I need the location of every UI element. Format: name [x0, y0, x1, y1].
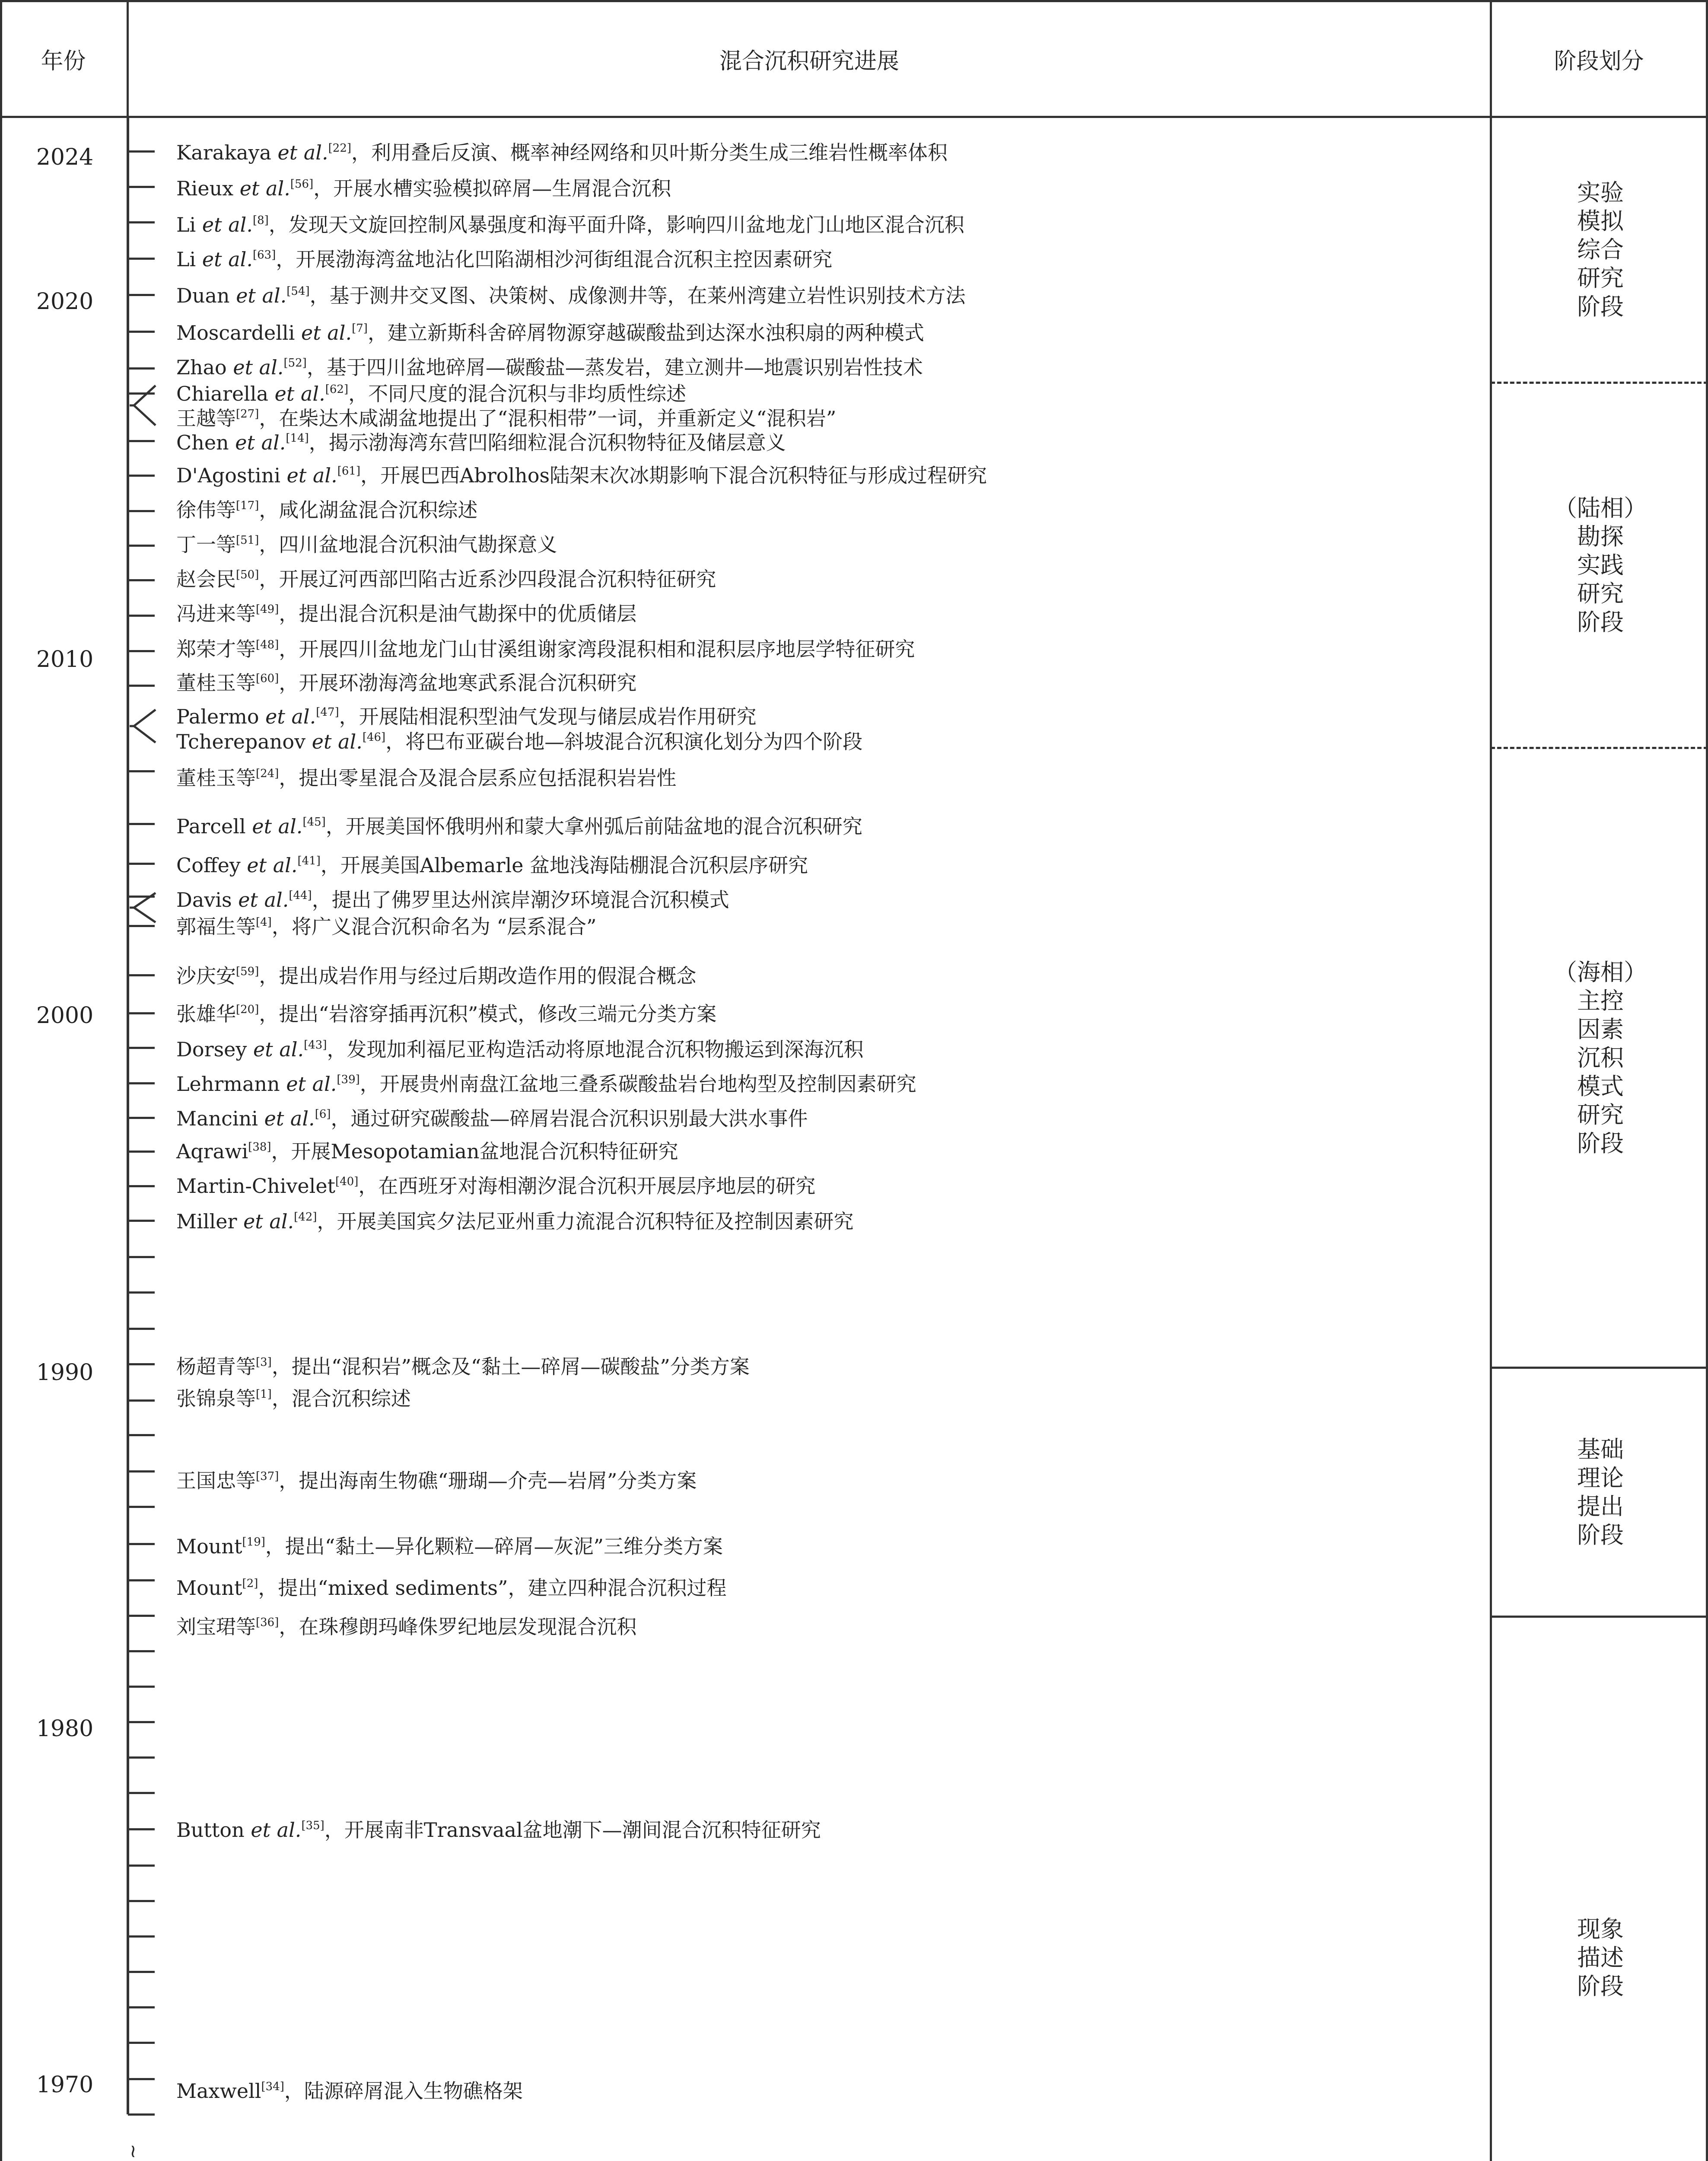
event-item — [176, 532, 557, 557]
event-item — [176, 321, 924, 345]
event-description: ，提出“混积岩”概念及“黏土—碎屑—碳酸盐”分类方案 — [271, 1355, 750, 1378]
event-etal: et al. — [238, 888, 289, 912]
event-description: ，在西班牙对海相潮汐混合沉积开展层序地层的研究 — [358, 1174, 816, 1198]
event-item — [176, 2079, 523, 2103]
event-item — [176, 730, 862, 754]
axis-brace — [130, 892, 160, 923]
event-item — [176, 888, 729, 912]
event-item — [176, 355, 923, 379]
event-description: ，不同尺度的混合沉积与非均质性综述 — [348, 382, 687, 405]
event-item — [176, 1209, 854, 1233]
stage-label-line: 阶段 — [1577, 1129, 1624, 1157]
event-author: Miller — [176, 1210, 244, 1233]
event-author: Davis — [176, 888, 239, 912]
event-author: 郑荣才等 — [176, 637, 256, 661]
year-label: 2020 — [36, 289, 94, 315]
event-reference: [35] — [301, 1819, 324, 1832]
event-etal: et al. — [236, 284, 287, 307]
event-etal: et al. — [239, 177, 290, 200]
stage-label — [1493, 1618, 1708, 2161]
event-etal: et al. — [286, 464, 337, 487]
axis-tick — [128, 440, 155, 442]
event-author: Karakaya — [176, 141, 278, 164]
event-etal: et al. — [243, 1210, 294, 1233]
axis-tick — [128, 1865, 155, 1867]
event-description: ，揭示渤海湾东营凹陷细粒混合沉积物特征及储层意义 — [309, 431, 786, 454]
event-etal: et al. — [251, 1818, 302, 1842]
event-reference: [40] — [335, 1175, 359, 1188]
event-item — [176, 853, 808, 877]
event-etal: et al. — [252, 815, 303, 838]
event-description: ，基于四川盆地碎屑—碳酸盐—蒸发岩，建立测井—地震识别岩性技术 — [306, 356, 923, 379]
event-description: ，通过研究碳酸盐—碎屑岩混合沉积识别最大洪水事件 — [331, 1107, 808, 1130]
year-label: 2024 — [36, 144, 94, 170]
event-reference: [36] — [256, 1616, 279, 1629]
axis-tick — [128, 1256, 155, 1258]
event-etal: et al. — [235, 431, 286, 454]
axis-tick — [128, 1434, 155, 1436]
event-reference: [14] — [286, 432, 309, 445]
event-reference: [61] — [337, 465, 361, 478]
event-author: Palermo — [176, 705, 266, 728]
event-reference: [4] — [256, 916, 272, 929]
event-reference: [51] — [236, 534, 259, 547]
event-description: ，四川盆地混合沉积油气勘探意义 — [259, 533, 557, 556]
event-item — [176, 498, 477, 522]
stage-label-line: 主控 — [1577, 987, 1624, 1014]
event-description: ，将广义混合沉积命名为 “层系混合” — [271, 915, 597, 938]
event-author: Lehrmann — [176, 1072, 286, 1096]
event-author: 冯进来等 — [176, 602, 256, 625]
event-reference: [54] — [286, 285, 310, 298]
event-reference: [6] — [315, 1108, 331, 1121]
stage-label-line: 描述 — [1577, 1944, 1624, 1971]
axis-tick — [128, 925, 155, 927]
stage-label-line: 提出 — [1577, 1492, 1624, 1520]
stage-label — [1493, 118, 1708, 382]
axis-tick — [128, 1935, 155, 1938]
event-reference: [56] — [290, 178, 314, 191]
event-reference: [2] — [242, 1577, 258, 1590]
axis-tick — [128, 545, 155, 547]
event-description: ，提出海南生物礁“珊瑚—介壳—岩屑”分类方案 — [279, 1469, 697, 1492]
event-author: 赵会民 — [176, 567, 236, 591]
event-reference: [8] — [252, 214, 269, 227]
event-item — [176, 915, 597, 939]
event-item — [176, 176, 671, 201]
event-author: Maxwell — [176, 2079, 261, 2103]
axis-tick — [128, 510, 155, 512]
axis-tick — [128, 1506, 155, 1508]
header-year: 年份 — [41, 48, 86, 74]
stage-label — [1493, 749, 1708, 1367]
axis-tick — [128, 367, 155, 370]
header-progress: 混合沉积研究进展 — [719, 48, 899, 74]
event-description: ，开展水槽实验模拟碎屑—生屑混合沉积 — [313, 177, 671, 200]
event-reference: [50] — [236, 568, 259, 581]
event-item — [176, 766, 676, 790]
event-item — [176, 1037, 863, 1061]
event-etal: et al. — [274, 382, 325, 405]
stage-label-line: 研究 — [1577, 580, 1624, 607]
axis-tick — [128, 1579, 155, 1581]
axis-tick — [128, 1047, 155, 1049]
event-etal: et al. — [253, 1038, 304, 1061]
axis-tick — [128, 186, 155, 188]
event-description: ，开展美国Albemarle 盆地浅海陆棚混合沉积层序研究 — [320, 854, 808, 877]
stage-label-line: 因素 — [1577, 1015, 1624, 1043]
year-label: 1990 — [36, 1360, 94, 1386]
event-reference: [38] — [248, 1141, 271, 1154]
axis-tick — [128, 1363, 155, 1365]
event-item — [176, 1534, 723, 1559]
axis-tick — [128, 294, 155, 296]
year-label: 1980 — [36, 1716, 94, 1742]
event-author: 张锦泉等 — [176, 1387, 256, 1410]
event-item — [176, 1576, 727, 1600]
event-item — [176, 671, 636, 695]
stage-label-line: 阶段 — [1577, 1521, 1624, 1549]
event-author: 王越等 — [176, 407, 236, 430]
axis-tick — [128, 1756, 155, 1759]
year-label: 2000 — [36, 1003, 94, 1029]
event-reference: [17] — [236, 499, 259, 512]
event-description: ，提出零星混合及混合层系应包括混积岩岩性 — [279, 766, 677, 790]
event-author: Zhao — [176, 356, 233, 379]
stage-column-divider — [1490, 0, 1492, 2161]
axis-tick — [128, 1399, 155, 1402]
event-etal: et al. — [202, 213, 253, 236]
axis-tick — [128, 579, 155, 581]
event-author: Button — [176, 1818, 251, 1842]
event-description: ，开展美国怀俄明州和蒙大拿州弧后前陆盆地的混合沉积研究 — [325, 815, 862, 838]
event-reference: [45] — [302, 816, 326, 829]
axis-tick — [128, 1185, 155, 1187]
event-author: 丁一等 — [176, 533, 236, 556]
event-etal: et al. — [277, 141, 328, 164]
event-author: Mount — [176, 1535, 242, 1558]
event-author: Aqrawi — [176, 1140, 248, 1163]
stage-label-line: 模式 — [1577, 1072, 1624, 1100]
event-reference: [20] — [236, 1003, 259, 1016]
axis-tick — [128, 221, 155, 223]
event-description: ，提出了佛罗里达州滨岸潮汐环境混合沉积模式 — [312, 888, 729, 912]
axis-tick — [128, 1615, 155, 1617]
event-description: ，基于测井交叉图、决策树、成像测井等，在莱州湾建立岩性识别技术方法 — [309, 284, 966, 307]
event-item — [176, 814, 862, 838]
event-description: ，提出成岩作用与经过后期改造作用的假混合概念 — [259, 964, 697, 988]
event-description: ，提出“岩溶穿插再沉积”模式，修改三端元分类方案 — [259, 1002, 717, 1026]
event-reference: [43] — [304, 1039, 327, 1052]
event-description: ，将巴布亚碳台地—斜坡混合沉积演化划分为四个阶段 — [385, 730, 863, 753]
event-reference: [22] — [328, 142, 352, 155]
event-reference: [24] — [256, 767, 279, 780]
event-item — [176, 1002, 716, 1026]
event-item — [176, 382, 686, 406]
event-description: ，开展渤海湾盆地沾化凹陷湖相沙河街组混合沉积主控因素研究 — [276, 248, 833, 271]
event-reference: [44] — [289, 889, 312, 902]
event-author: Duan — [176, 284, 236, 307]
event-author: 沙庆安 — [176, 964, 236, 988]
event-reference: [47] — [316, 706, 339, 719]
stage-label-line: 阶段 — [1577, 609, 1624, 636]
event-reference: [63] — [252, 249, 276, 261]
event-author: Martin-Chivelet — [176, 1174, 336, 1198]
event-reference: [62] — [325, 383, 349, 396]
event-reference: [27] — [236, 408, 259, 421]
event-reference: [48] — [256, 638, 279, 651]
event-author: 杨超青等 — [176, 1355, 256, 1378]
axis-tick — [128, 1828, 155, 1830]
event-author: 张雄华 — [176, 1002, 236, 1026]
axis-tick — [128, 1291, 155, 1294]
event-item — [176, 1469, 697, 1493]
stage-label — [1493, 384, 1708, 747]
axis-tick — [128, 2006, 155, 2008]
event-description: ，在柴达木咸湖盆地提出了“混积相带”一词，并重新定义“混积岩” — [259, 407, 837, 430]
stage-label-line: 实践 — [1577, 551, 1624, 579]
stage-label-line: 基础 — [1577, 1435, 1624, 1463]
stage-label-line: （海相） — [1554, 958, 1647, 986]
axis-tick — [128, 615, 155, 617]
event-reference: [3] — [256, 1356, 272, 1369]
event-reference: [49] — [256, 603, 279, 616]
axis-tick — [128, 331, 155, 333]
event-reference: [42] — [294, 1211, 317, 1224]
event-item — [176, 213, 964, 237]
event-etal: et al. — [202, 248, 253, 271]
stage-label-line: 阶段 — [1577, 293, 1624, 320]
event-item — [176, 602, 636, 626]
event-item — [176, 1139, 678, 1163]
axis-tick — [128, 258, 155, 260]
axis-tick — [128, 863, 155, 865]
timeline-axis — [127, 118, 129, 2114]
stage-label-line: 理论 — [1577, 1464, 1624, 1492]
axis-tick — [128, 823, 155, 825]
event-item — [176, 1386, 411, 1411]
event-item — [176, 1615, 636, 1639]
event-item — [176, 1174, 815, 1198]
event-author: Mancini — [176, 1107, 264, 1130]
left-border — [0, 0, 2, 2161]
axis-tick — [128, 650, 155, 652]
axis-tick — [128, 1151, 155, 1153]
axis-tick — [128, 1650, 155, 1652]
event-item — [176, 406, 836, 430]
event-description: ，咸化湖盆混合沉积综述 — [259, 498, 478, 522]
year-label: 1970 — [36, 2072, 94, 2098]
axis-tick — [128, 770, 155, 772]
axis-tick — [128, 1082, 155, 1084]
stage-label-line: 综合 — [1577, 236, 1624, 263]
event-item — [176, 1818, 821, 1842]
stage-label-line: 勘探 — [1577, 523, 1624, 550]
event-item — [176, 463, 987, 488]
event-author: 刘宝珺等 — [176, 1615, 256, 1638]
event-reference: [60] — [256, 672, 279, 685]
axis-tick — [128, 1012, 155, 1014]
stage-label-line: 模拟 — [1577, 207, 1624, 235]
axis-tick — [128, 1117, 155, 1119]
event-author: Li — [176, 248, 202, 271]
axis-tick — [128, 1721, 155, 1723]
axis-tick — [128, 2113, 155, 2116]
event-etal: et al. — [233, 356, 284, 379]
event-description: ，开展辽河西部凹陷古近系沙四段混合沉积特征研究 — [259, 567, 716, 591]
event-description: ，开展陆相混积型油气发现与储层成岩作用研究 — [339, 705, 757, 728]
event-author: Dorsey — [176, 1038, 254, 1061]
event-reference: [41] — [297, 854, 321, 867]
event-description: ，开展南非Transvaal盆地潮下—潮间混合沉积特征研究 — [324, 1818, 821, 1842]
event-item — [176, 704, 757, 729]
event-description: ，发现天文旋回控制风暴强度和海平面升降，影响四川盆地龙门山地区混合沉积 — [268, 213, 964, 236]
event-item — [176, 1072, 916, 1096]
event-author: 董桂玉等 — [176, 766, 256, 790]
event-reference: [19] — [242, 1536, 265, 1549]
axis-brace — [130, 709, 160, 743]
event-author: Li — [176, 213, 202, 236]
axis-tick — [128, 1470, 155, 1473]
event-author: Mount — [176, 1576, 242, 1600]
event-description: ，提出“mixed sediments”，建立四种混合沉积过程 — [258, 1576, 727, 1600]
event-item — [176, 1106, 808, 1131]
event-reference: [39] — [337, 1073, 360, 1086]
event-description: ，开展Mesopotamian盆地混合沉积特征研究 — [271, 1140, 678, 1163]
stage-label-line: 现象 — [1577, 1915, 1624, 1943]
event-description: ，发现加利福尼亚构造活动将原地混合沉积物搬运到深海沉积 — [327, 1038, 864, 1061]
axis-tick — [128, 1686, 155, 1688]
axis-tick — [128, 475, 155, 477]
event-author: 徐伟等 — [176, 498, 236, 522]
event-description: ，开展贵州南盘江盆地三叠系碳酸盐岩台地构型及控制因素研究 — [359, 1072, 916, 1096]
event-item — [176, 140, 948, 165]
event-description: ，利用叠后反演、概率神经网络和贝叶斯分类生成三维岩性概率体积 — [351, 141, 948, 164]
axis-tick — [128, 1543, 155, 1545]
axis-tick — [128, 2042, 155, 2044]
event-description: ，在珠穆朗玛峰侏罗纪地层发现混合沉积 — [279, 1615, 637, 1638]
axis-tick — [128, 1220, 155, 1222]
axis-tick — [128, 1328, 155, 1330]
event-description: ，开展四川盆地龙门山甘溪组谢家湾段混积相和混积层序地层学特征研究 — [279, 637, 915, 661]
event-item — [176, 1355, 750, 1379]
stage-label-line: （陆相） — [1554, 494, 1647, 522]
axis-tick — [128, 1971, 155, 1973]
event-etal: et al. — [301, 321, 352, 344]
event-description: ，建立新斯科舍碎屑物源穿越碳酸盐到达深水浊积扇的两种模式 — [367, 321, 924, 344]
event-author: Moscardelli — [176, 321, 302, 344]
stage-label-line: 沉积 — [1577, 1044, 1624, 1071]
event-etal: et al. — [264, 1107, 315, 1130]
event-author: 董桂玉等 — [176, 671, 256, 695]
event-item — [176, 284, 966, 308]
event-description: ，混合沉积综述 — [271, 1387, 411, 1410]
axis-brace — [130, 385, 160, 426]
stage-label-line: 研究 — [1577, 1101, 1624, 1128]
axis-tick — [128, 685, 155, 687]
event-reference: [1] — [256, 1388, 272, 1401]
stage-label-line: 实验 — [1577, 178, 1624, 206]
event-description: ，开展美国宾夕法尼亚州重力流混合沉积特征及控制因素研究 — [317, 1210, 854, 1233]
event-author: Coffey — [176, 854, 247, 877]
event-author: Chiarella — [176, 382, 275, 405]
event-description: ，提出“黏土—异化颗粒—碎屑—灰泥”三维分类方案 — [265, 1535, 723, 1558]
event-item — [176, 964, 696, 988]
event-description: ，开展环渤海湾盆地寒武系混合沉积研究 — [279, 671, 637, 695]
event-etal: et al. — [247, 854, 298, 877]
event-author: 郭福生等 — [176, 915, 256, 938]
event-author: D'Agostini — [176, 464, 287, 487]
event-reference: [46] — [362, 731, 386, 744]
event-author: Parcell — [176, 815, 252, 838]
event-reference: [7] — [352, 322, 368, 335]
event-item — [176, 567, 716, 591]
event-description: ，陆源碎屑混入生物礁格架 — [284, 2079, 523, 2103]
axis-tick — [128, 150, 155, 153]
event-reference: [59] — [236, 965, 259, 978]
event-reference: [52] — [283, 357, 307, 370]
event-item — [176, 247, 832, 271]
event-item — [176, 430, 786, 455]
event-etal: et al. — [312, 730, 363, 753]
event-description: ，开展巴西Abrolhos陆架末次冰期影响下混合沉积特征与形成过程研究 — [360, 464, 987, 487]
event-item — [176, 637, 915, 661]
event-etal: et al. — [265, 705, 316, 728]
axis-tick — [128, 2078, 155, 2080]
axis-tick — [128, 1900, 155, 1902]
event-etal: et al. — [286, 1072, 337, 1096]
stage-label-line: 研究 — [1577, 264, 1624, 292]
stage-label — [1493, 1369, 1708, 1616]
event-description: ，提出混合沉积是油气勘探中的优质储层 — [279, 602, 637, 625]
event-author: 王国忠等 — [176, 1469, 256, 1492]
event-reference: [34] — [261, 2080, 284, 2093]
event-reference: [37] — [256, 1470, 279, 1483]
header-stage: 阶段划分 — [1554, 48, 1644, 74]
event-author: Rieux — [176, 177, 240, 200]
event-author: Chen — [176, 431, 235, 454]
axis-break-mark: ≀ — [130, 2140, 137, 2161]
stage-label-line: 阶段 — [1577, 1972, 1624, 2000]
axis-tick — [128, 1792, 155, 1794]
event-author: Tcherepanov — [176, 730, 312, 753]
axis-tick — [128, 974, 155, 976]
year-label: 2010 — [36, 647, 94, 673]
